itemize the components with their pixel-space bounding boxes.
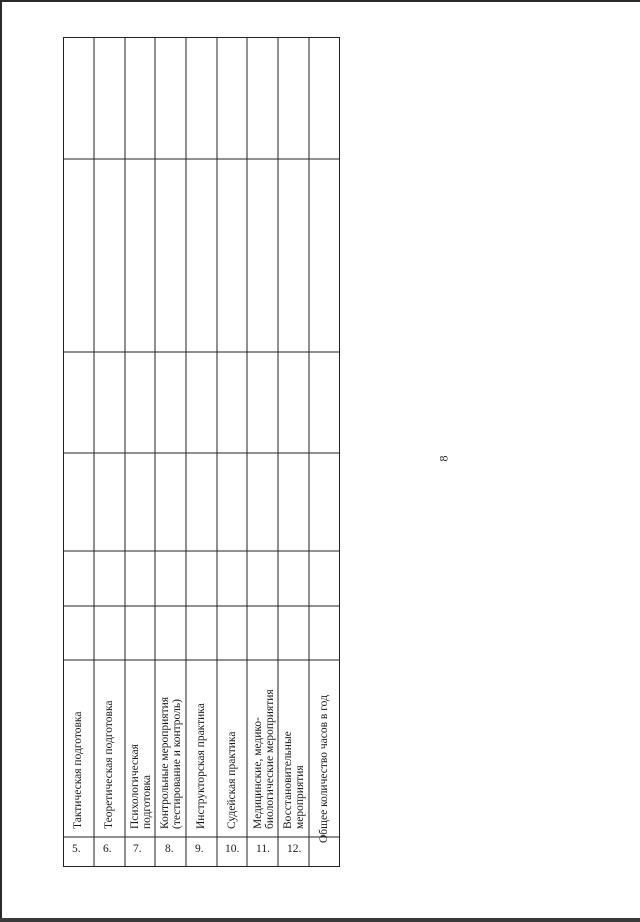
row-label-10: Судейская практика	[226, 731, 238, 829]
row-number-6: 6.	[103, 843, 112, 855]
scan-edge-left	[0, 0, 2, 922]
row-number-5: 5.	[72, 843, 81, 855]
row-number-8: 8.	[165, 843, 174, 855]
row-label-5: Тактическая подготовка	[72, 711, 84, 829]
row-label-7: Психологическая подготовка	[129, 744, 153, 829]
scan-edge-bottom	[0, 918, 640, 922]
row-number-10: 10.	[225, 843, 240, 855]
row-number-11: 11.	[256, 843, 270, 855]
scan-edge-top	[0, 0, 640, 2]
row-label-6: Теоретическая подготовка	[103, 700, 115, 829]
training-plan-table	[63, 37, 340, 867]
row-label-11: Медицинские, медико- биологические мероприятия	[252, 689, 276, 829]
row-number-12: 12.	[287, 843, 302, 855]
row-label-9: Инструкторская практика	[195, 703, 207, 829]
row-number-7: 7.	[133, 843, 142, 855]
row-label-total: Общее количество часов в год	[318, 695, 330, 843]
page-number: 8	[436, 455, 451, 462]
row-label-8: Контрольные мероприятия (тестирование и контроль)	[159, 696, 183, 829]
row-label-12: Восстановительные мероприятия	[282, 731, 306, 829]
row-number-9: 9.	[195, 843, 204, 855]
